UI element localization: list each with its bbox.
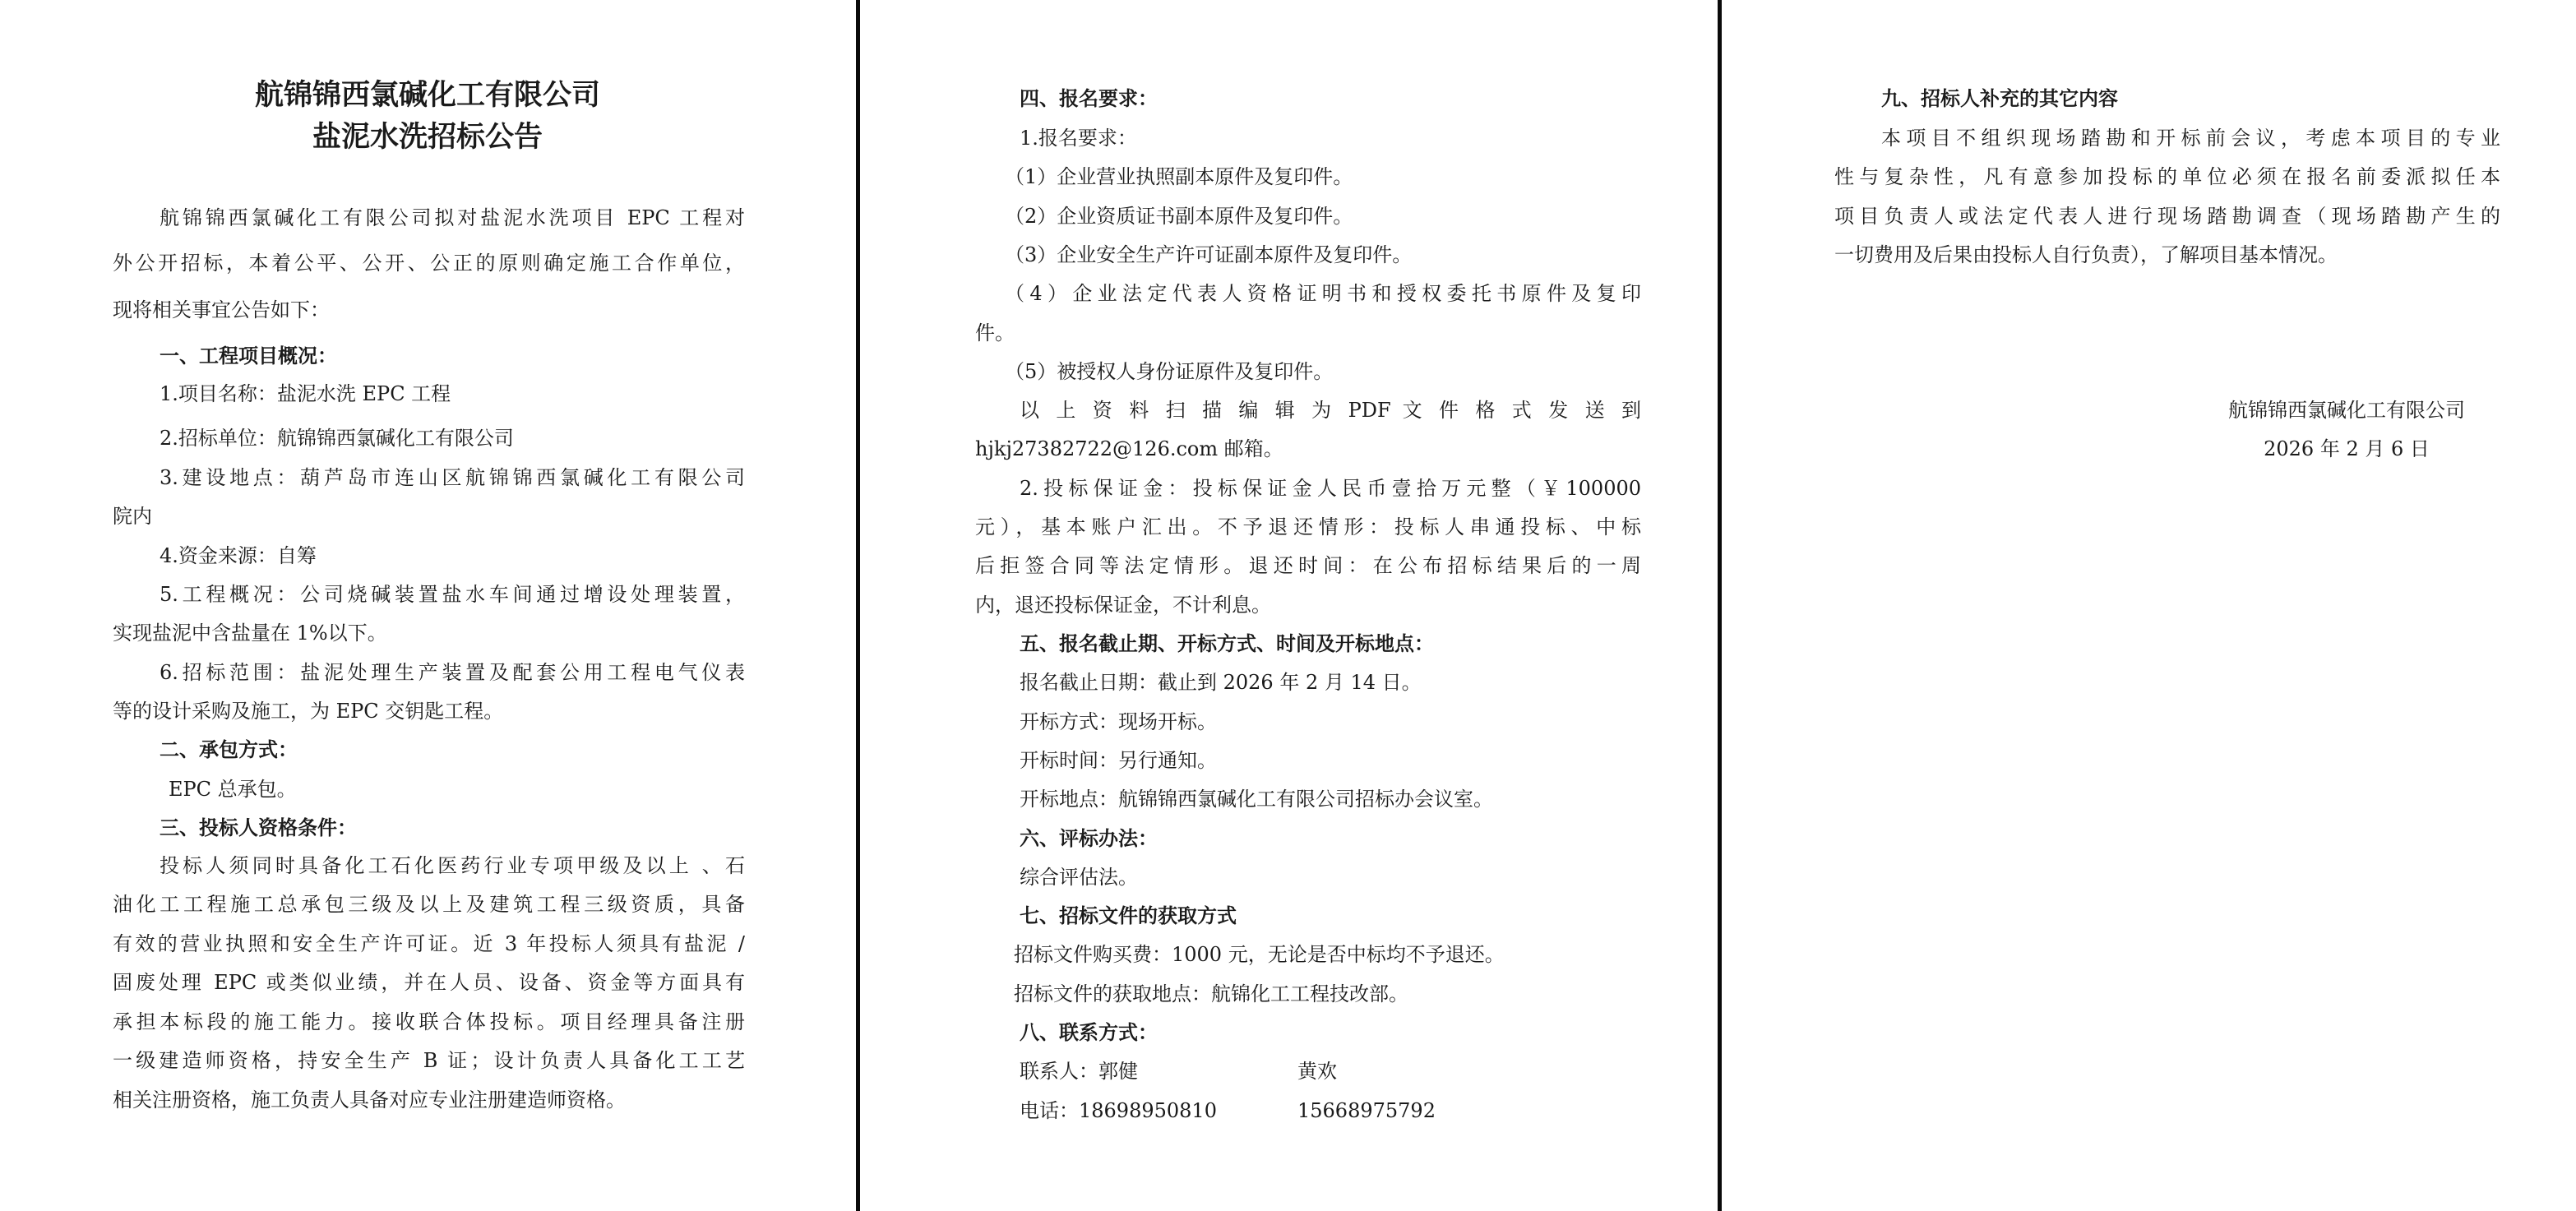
section-7-heading: 七、招标文件的获取方式 [1020,904,1237,927]
s4-item-1: （1）企业营业执照副本原件及复印件。 [1005,165,1353,188]
s1-item-5: 5.工程概况：公司烧碱装置盐水车间通过增设处理装置， [160,583,745,606]
contact-person-2: 黄欢 [1297,1060,1337,1083]
s5-item-4: 开标地点：航锦锦西氯碱化工有限公司招标办会议室。 [1020,788,1493,811]
s1-item-3-cont: 院内 [113,505,152,528]
intro-line-2: 外公开招标，本着公平、公开、公正的原则确定施工合作单位， [113,252,745,275]
s5-item-2: 开标方式：现场开标。 [1020,710,1217,733]
s4-item-5: （5）被授权人身份证原件及复印件。 [1005,360,1334,383]
s4-send-line: 以 上 资 料 扫 描 编 辑 为 PDF 文 件 格 式 发 送 到 [1020,399,1641,422]
s4-subheading: 1.报名要求： [1020,127,1137,150]
s4-bond-line-2: 元），基本账户汇出。不予退还情形：投标人串通投标、中标 [975,515,1641,538]
section-3-heading: 三、投标人资格条件： [160,816,357,839]
signature-date: 2026 年 2 月 6 日 [2264,437,2430,460]
s6-text: 综合评估法。 [1020,866,1138,889]
s1-item-6-cont: 等的设计采购及施工，为 EPC 交钥匙工程。 [113,700,504,723]
signature-company: 航锦锦西氯碱化工有限公司 [2228,399,2465,422]
s4-item-3: （3）企业安全生产许可证副本原件及复印件。 [1005,243,1413,266]
s9-line-1: 本项目不组织现场踏勘和开标前会议，考虑本项目的专业 [1881,127,2500,150]
s1-item-4: 4.资金来源：自筹 [160,544,317,567]
s3-line-3: 有效的营业执照和安全生产许可证。近 3 年投标人须具有盐泥 / [113,932,745,955]
s4-bond-line-4: 内，退还投标保证金，不计利息。 [975,594,1271,617]
section-9-heading: 九、招标人补充的其它内容 [1881,86,2118,110]
page-title-notice: 盐泥水洗招标公告 [312,120,543,154]
s2-text: EPC 总承包。 [169,778,297,801]
s9-line-3: 项目负责人或法定代表人进行现场踏勘调查（现场踏勘产生的 [1834,205,2500,228]
document-page-2 [860,0,1717,1211]
s3-line-4: 固废处理 EPC 或类似业绩，并在人员、设备、资金等方面具有 [113,971,745,994]
intro-line-1: 航锦锦西氯碱化工有限公司拟对盐泥水洗项目 EPC 工程对 [160,206,745,229]
section-1-heading: 一、工程项目概况： [160,344,337,367]
section-5-heading: 五、报名截止期、开标方式、时间及开标地点： [1020,631,1434,655]
s3-line-6: 一级建造师资格，持安全生产 B 证；设计负责人具备化工工艺 [113,1049,745,1072]
s3-line-2: 油化工工程施工总承包三级及以上及建筑工程三级资质，具备 [113,893,745,916]
contact-person-1: 联系人：郭健 [1020,1060,1138,1083]
s4-item-2: （2）企业资质证书副本原件及复印件。 [1005,205,1353,228]
s4-item-4: （4）企业法定代表人资格证明书和授权委托书原件及复印 [1005,282,1641,305]
page-title-company: 航锦锦西氯碱化工有限公司 [254,78,600,112]
s4-bond-line-1: 2.投标保证金：投标保证金人民币壹拾万元整（￥100000 [1020,477,1641,500]
s3-line-7: 相关注册资格，施工负责人具备对应专业注册建造师资格。 [113,1089,626,1112]
s1-item-2: 2.招标单位：航锦锦西氯碱化工有限公司 [160,427,514,450]
s3-line-1: 投标人须同时具备化工石化医药行业专项甲级及以上 、石 [160,854,745,877]
s7-item-1: 招标文件购买费：1000 元，无论是否中标均不予退还。 [1014,943,1505,966]
section-6-heading: 六、评标办法： [1020,826,1158,850]
s9-line-2: 性与复杂性，凡有意参加投标的单位必须在报名前委派拟任本 [1834,165,2500,188]
s3-line-5: 承担本标段的施工能力。接收联合体投标。项目经理具备注册 [113,1010,745,1033]
document-page-3 [1722,0,2576,1211]
s4-item-4-cont: 件。 [975,321,1015,344]
document-page-1 [0,0,855,1211]
section-8-heading: 八、联系方式： [1020,1020,1158,1044]
intro-line-3: 现将相关事宜公告如下： [113,298,330,321]
contact-phone-1: 电话：18698950810 [1020,1099,1217,1122]
section-4-heading: 四、报名要求： [1020,86,1158,110]
s7-item-2: 招标文件的获取地点：航锦化工工程技改部。 [1014,982,1408,1005]
s1-item-1: 1.项目名称：盐泥水洗 EPC 工程 [160,382,451,405]
s4-email-line: hjkj27382722@126.com 邮箱。 [975,437,1283,460]
contact-phone-2: 15668975792 [1297,1099,1436,1122]
s5-item-3: 开标时间：另行通知。 [1020,749,1217,772]
s1-item-3: 3.建设地点：葫芦岛市连山区航锦锦西氯碱化工有限公司 [160,466,745,489]
s5-item-1: 报名截止日期：截止到 2026 年 2 月 14 日。 [1020,671,1422,694]
s1-item-5-cont: 实现盐泥中含盐量在 1%以下。 [113,622,387,645]
s9-line-4: 一切费用及后果由投标人自行负责），了解项目基本情况。 [1834,243,2338,266]
s1-item-6: 6.招标范围：盐泥处理生产装置及配套公用工程电气仪表 [160,661,745,684]
section-2-heading: 二、承包方式： [160,737,298,761]
s4-bond-line-3: 后拒签合同等法定情形。退还时间：在公布招标结果后的一周 [975,554,1641,577]
